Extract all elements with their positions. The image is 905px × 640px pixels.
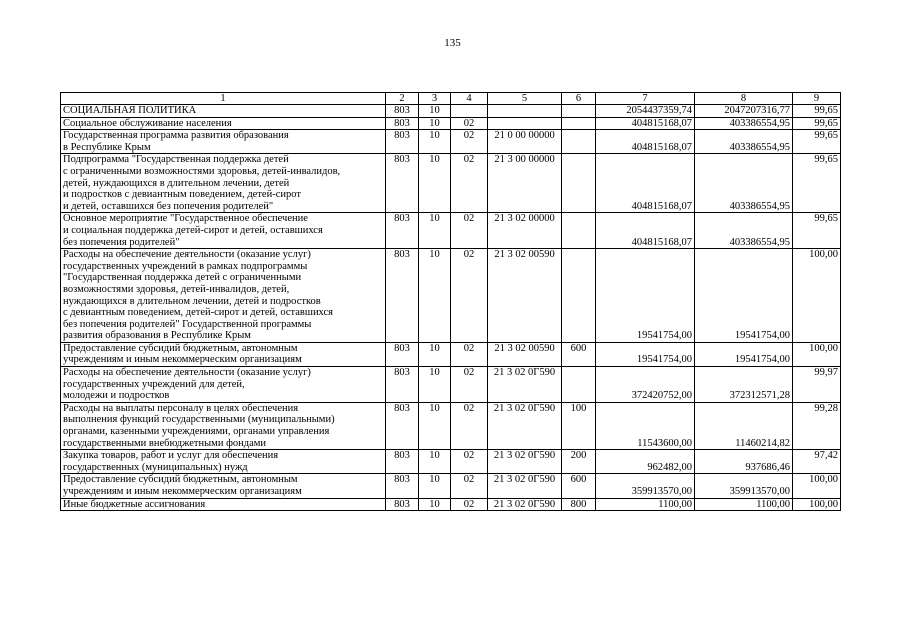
cell-plan: 404815168,07: [596, 213, 695, 249]
cell-glava: 803: [386, 367, 419, 403]
cell-procent: 100,00: [793, 342, 841, 366]
cell-podrazdel: 02: [451, 367, 488, 403]
cell-ispolneno: 11460214,82: [695, 402, 793, 449]
cell-ispolneno: 372312571,28: [695, 367, 793, 403]
cell-podrazdel: 02: [451, 130, 488, 154]
cell-plan: 404815168,07: [596, 130, 695, 154]
cell-razdel: 10: [419, 474, 451, 498]
cell-name: Расходы на выплаты персоналу в целях обеспечения выполнения функций государственными (муниципальными) органами, казенными учреждениями, органами управления государственными внебюджетными фондами: [61, 402, 386, 449]
cell-vid-rashodov: [562, 105, 596, 118]
cell-podrazdel: 02: [451, 474, 488, 498]
cell-ispolneno: 19541754,00: [695, 342, 793, 366]
cell-name: Закупка товаров, работ и услуг для обеспечения государственных (муниципальных) нужд: [61, 450, 386, 474]
table-row: [61, 105, 841, 118]
budget-table: [60, 92, 841, 511]
cell-procent: 100,00: [793, 474, 841, 498]
cell-name: Государственная программа развития образования в Республике Крым: [61, 130, 386, 154]
table-row: [61, 213, 841, 249]
cell-vid-rashodov: [562, 213, 596, 249]
cell-podrazdel: 02: [451, 117, 488, 130]
cell-razdel: 10: [419, 154, 451, 213]
cell-procent: 100,00: [793, 498, 841, 511]
cell-name: Иные бюджетные ассигнования: [61, 498, 386, 511]
cell-celevaya-statya: 21 3 02 0Г590: [488, 402, 562, 449]
column-header: 4: [451, 93, 488, 105]
cell-podrazdel: 02: [451, 249, 488, 343]
column-header: 3: [419, 93, 451, 105]
cell-podrazdel: 02: [451, 402, 488, 449]
table-row: [61, 402, 841, 449]
cell-name: Подпрограмма "Государственная поддержка детей с ограниченными возможностями здоровья, детей-инвалидов, детей, нуждающихся в длительном лечении, детей и подростков с девиантным поведением, детей-сирот и детей, оставшихся без попечения родителей": [61, 154, 386, 213]
cell-celevaya-statya: 21 3 00 00000: [488, 154, 562, 213]
cell-glava: 803: [386, 450, 419, 474]
cell-podrazdel: [451, 105, 488, 118]
column-header: 1: [61, 93, 386, 105]
cell-ispolneno: 1100,00: [695, 498, 793, 511]
cell-plan: 19541754,00: [596, 249, 695, 343]
cell-ispolneno: 403386554,95: [695, 213, 793, 249]
cell-glava: 803: [386, 498, 419, 511]
cell-procent: 99,65: [793, 154, 841, 213]
column-header: 9: [793, 93, 841, 105]
cell-podrazdel: 02: [451, 154, 488, 213]
cell-procent: 99,65: [793, 117, 841, 130]
cell-plan: 962482,00: [596, 450, 695, 474]
cell-razdel: 10: [419, 105, 451, 118]
cell-plan: 359913570,00: [596, 474, 695, 498]
table-row: [61, 474, 841, 498]
cell-vid-rashodov: 200: [562, 450, 596, 474]
table-row: [61, 450, 841, 474]
cell-name: Социальное обслуживание населения: [61, 117, 386, 130]
cell-razdel: 10: [419, 342, 451, 366]
table-row: [61, 130, 841, 154]
cell-razdel: 10: [419, 130, 451, 154]
cell-razdel: 10: [419, 402, 451, 449]
cell-vid-rashodov: 800: [562, 498, 596, 511]
cell-vid-rashodov: [562, 130, 596, 154]
table-body: [61, 105, 841, 511]
cell-celevaya-statya: 21 3 02 00000: [488, 213, 562, 249]
table-row: [61, 249, 841, 343]
column-header: 7: [596, 93, 695, 105]
cell-plan: 404815168,07: [596, 117, 695, 130]
cell-razdel: 10: [419, 367, 451, 403]
cell-plan: 404815168,07: [596, 154, 695, 213]
table-row: [61, 154, 841, 213]
cell-procent: 99,28: [793, 402, 841, 449]
cell-celevaya-statya: [488, 105, 562, 118]
cell-plan: 19541754,00: [596, 342, 695, 366]
cell-podrazdel: 02: [451, 498, 488, 511]
cell-plan: 11543600,00: [596, 402, 695, 449]
cell-ispolneno: 403386554,95: [695, 130, 793, 154]
cell-celevaya-statya: 21 0 00 00000: [488, 130, 562, 154]
header-row: [61, 93, 841, 105]
cell-procent: 99,65: [793, 130, 841, 154]
cell-plan: 372420752,00: [596, 367, 695, 403]
table-row: [61, 367, 841, 403]
cell-ispolneno: 403386554,95: [695, 154, 793, 213]
cell-vid-rashodov: [562, 367, 596, 403]
cell-vid-rashodov: 600: [562, 342, 596, 366]
cell-glava: 803: [386, 105, 419, 118]
cell-procent: 97,42: [793, 450, 841, 474]
cell-razdel: 10: [419, 117, 451, 130]
cell-procent: 100,00: [793, 249, 841, 343]
cell-glava: 803: [386, 474, 419, 498]
cell-podrazdel: 02: [451, 450, 488, 474]
cell-ispolneno: 2047207316,77: [695, 105, 793, 118]
cell-celevaya-statya: 21 3 02 0Г590: [488, 474, 562, 498]
cell-vid-rashodov: 600: [562, 474, 596, 498]
cell-razdel: 10: [419, 249, 451, 343]
column-header: 5: [488, 93, 562, 105]
cell-procent: 99,65: [793, 213, 841, 249]
cell-podrazdel: 02: [451, 342, 488, 366]
cell-name: Расходы на обеспечение деятельности (оказание услуг) государственных учреждений для детей, молодежи и подростков: [61, 367, 386, 403]
page-number: 135: [444, 37, 461, 49]
cell-glava: 803: [386, 130, 419, 154]
cell-celevaya-statya: [488, 117, 562, 130]
cell-vid-rashodov: [562, 154, 596, 213]
cell-celevaya-statya: 21 3 02 0Г590: [488, 367, 562, 403]
cell-name: Расходы на обеспечение деятельности (оказание услуг) государственных учреждений в рамках подпрограммы "Государственная поддержка детей с ограниченными возможностями здоровья, детей-инвалидов, детей, нуждающихся в длительном лечении, детей и подростков с девиантным поведением, детей-сирот и детей, оставшихся без попечения родителей" Государственной программы развития образования в Республике Крым: [61, 249, 386, 343]
table-row: [61, 498, 841, 511]
cell-name: Предоставление субсидий бюджетным, автономным учреждениям и иным некоммерческим организациям: [61, 342, 386, 366]
cell-glava: 803: [386, 402, 419, 449]
cell-name: СОЦИАЛЬНАЯ ПОЛИТИКА: [61, 105, 386, 118]
cell-ispolneno: 359913570,00: [695, 474, 793, 498]
cell-vid-rashodov: [562, 249, 596, 343]
cell-vid-rashodov: 100: [562, 402, 596, 449]
cell-celevaya-statya: 21 3 02 00590: [488, 249, 562, 343]
cell-glava: 803: [386, 154, 419, 213]
cell-glava: 803: [386, 249, 419, 343]
column-header: 6: [562, 93, 596, 105]
cell-ispolneno: 937686,46: [695, 450, 793, 474]
column-header: 2: [386, 93, 419, 105]
table-row: [61, 117, 841, 130]
cell-procent: 99,97: [793, 367, 841, 403]
cell-podrazdel: 02: [451, 213, 488, 249]
cell-procent: 99,65: [793, 105, 841, 118]
column-header: 8: [695, 93, 793, 105]
cell-celevaya-statya: 21 3 02 0Г590: [488, 450, 562, 474]
cell-name: Основное мероприятие "Государственное обеспечение и социальная поддержка детей-сирот и детей, оставшихся без попечения родителей": [61, 213, 386, 249]
cell-glava: 803: [386, 342, 419, 366]
cell-name: Предоставление субсидий бюджетным, автономным учреждениям и иным некоммерческим организациям: [61, 474, 386, 498]
table-row: [61, 342, 841, 366]
cell-ispolneno: 403386554,95: [695, 117, 793, 130]
cell-plan: 1100,00: [596, 498, 695, 511]
cell-vid-rashodov: [562, 117, 596, 130]
cell-plan: 2054437359,74: [596, 105, 695, 118]
cell-glava: 803: [386, 117, 419, 130]
cell-razdel: 10: [419, 213, 451, 249]
cell-celevaya-statya: 21 3 02 0Г590: [488, 498, 562, 511]
cell-razdel: 10: [419, 450, 451, 474]
cell-ispolneno: 19541754,00: [695, 249, 793, 343]
cell-glava: 803: [386, 213, 419, 249]
cell-celevaya-statya: 21 3 02 00590: [488, 342, 562, 366]
cell-razdel: 10: [419, 498, 451, 511]
